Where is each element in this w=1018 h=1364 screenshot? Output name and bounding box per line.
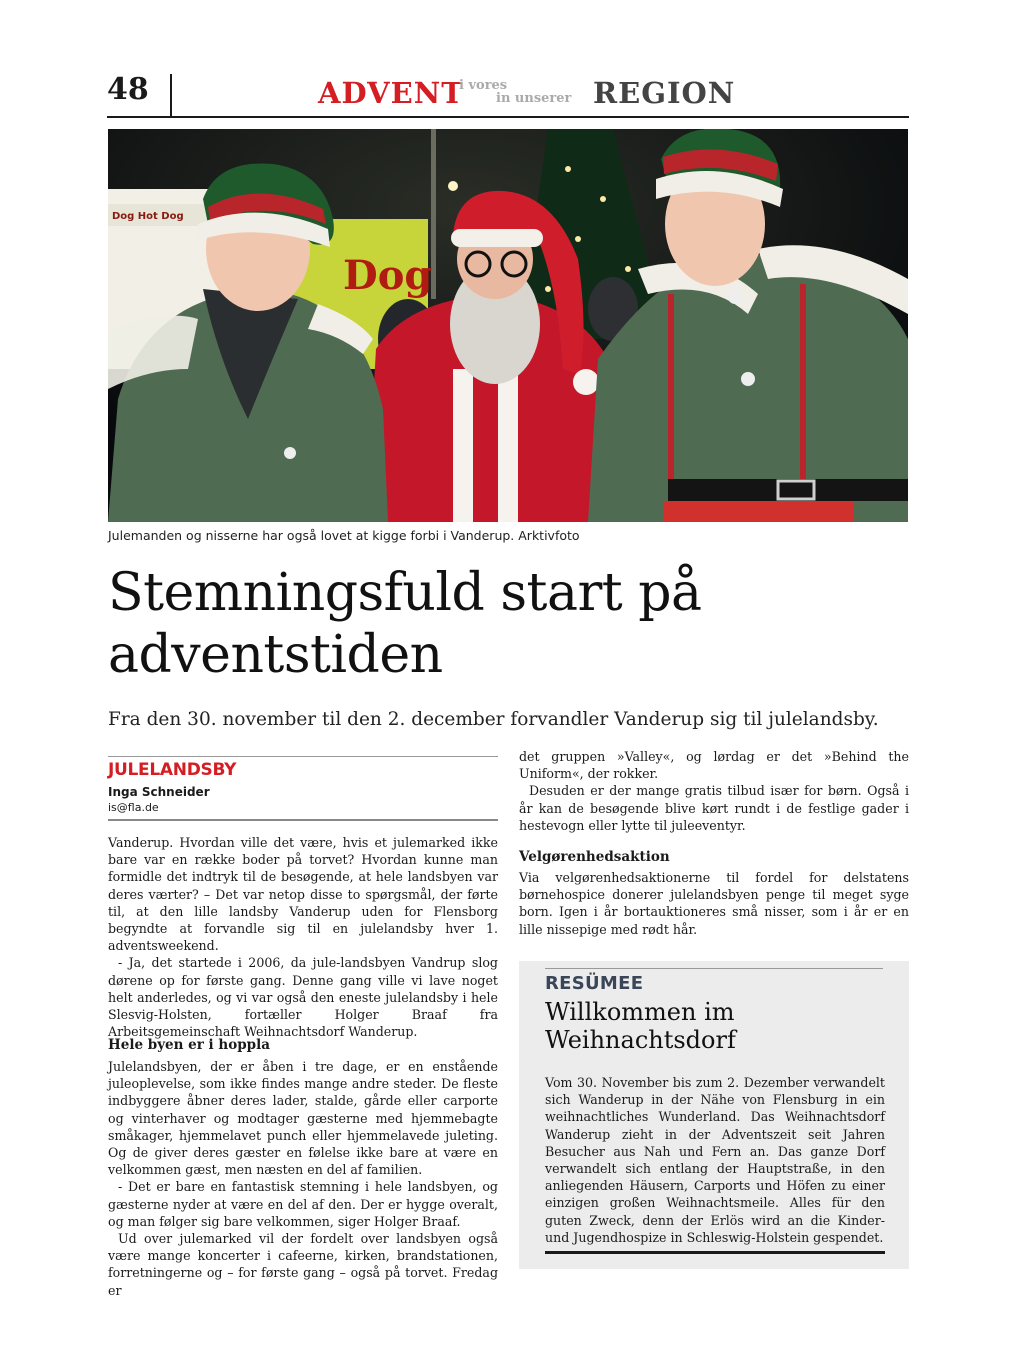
resume-box: [519, 961, 909, 1269]
paragraph-8: Via velgørenhedsaktionerne til fordel for delstatens børnehospice donerer julelandsbyen penge til meget syge born. Igen i år bortauktioneres små nisser, som i år er en lille nissepige med rødt hår.: [519, 870, 909, 937]
resume-bottom-rule: [545, 1251, 885, 1254]
header-divider: [170, 74, 172, 116]
article-photo: [108, 129, 908, 522]
article-subhead: Fra den 30. november til den 2. december forvandler Vanderup sig til julelandsby.: [108, 709, 879, 730]
section-in-unserer: in unserer: [496, 91, 572, 106]
headline-line-1: Stemningsfuld start på: [108, 563, 702, 623]
subheading-hele-byen: Hele byen er i hoppla: [108, 1037, 270, 1053]
right-column-heading: [519, 849, 909, 866]
section-i-vores: i vores: [459, 78, 508, 93]
article-kicker: JULELANDSBY: [108, 760, 237, 780]
paragraph-6: det gruppen »Valley«, og lørdag er det »Behind the Uniform«, der rokker.: [519, 749, 909, 782]
paragraph-4: - Det er bare en fantastisk stemning i hele landsbyen, og gæsterne nyder at være en del af den. Der er hygge overalt, og man følger sig bare velkommen, siger Holger Braaf.: [108, 1179, 498, 1229]
photo-caption: Julemanden og nisserne har også lovet at kigge forbi i Vanderup. Arktivfoto: [108, 528, 580, 543]
byline: [108, 756, 498, 821]
left-column-bottom: [108, 1058, 498, 1299]
paragraph-7: Desuden er der mange gratis tilbud især for børn. Også i år kan de besøgende blive kørt rundt i de festlige gader i hestevogn eller lytte til juleeventyr.: [519, 783, 909, 833]
left-column-heading: [108, 1037, 498, 1054]
truck-sign-small: Dog Hot Dog: [112, 211, 184, 222]
article-headline: [108, 562, 908, 686]
resume-kicker: RESÜMEE: [545, 973, 644, 994]
paragraph-2: - Ja, det startede i 2006, da jule-landsbyen Vandrup slog dørene op for første gang. Denne gang ville vi lave noget helt anderledes, og vi var også den eneste julelandsby i hele Slesvig-Holsten, fortæller Holger Braaf fra Arbeitsgemeinschaft Weihnachtsdorf Wanderup.: [108, 955, 498, 1040]
right-column-bottom: [519, 869, 909, 938]
resume-title: Willkommen im Weihnachtsdorf: [545, 998, 736, 1054]
headline-line-2: adventstiden: [108, 625, 443, 685]
left-column-top: [108, 834, 498, 1040]
subheading-velgorenhedsaktion: Velgørenhedsaktion: [519, 849, 670, 865]
resume-top-rule: [545, 968, 883, 969]
paragraph-1: Vanderup. Hvordan ville det være, hvis et julemarked ikke bare var en række boder på torvet? Hvordan kunne man formidle det indtryk til de besøgende, at hele landsbyen var deres værter? – Det var netop disse to spørgsmål, der førte til, at den lille landsby Vanderup uden for Flensborg begyndte at forvandle sig til en julelandsby hver 1. adventsweekend.: [108, 835, 498, 954]
paragraph-5: Ud over julemarked vil der fordelt over landsbyen også være mange koncerter i cafeerne, kirken, brandstationen, forretningerne og – for første gang – også på torvet. Fredag er: [108, 1231, 498, 1298]
header-rule: [107, 116, 909, 118]
page-number: 48: [107, 72, 149, 107]
author-email: is@fla.de: [108, 801, 159, 814]
paragraph-3: Julelandsbyen, der er åben i tre dage, er en enstående juleoplevelse, som ikke findes mange andre steder. De fleste indbyggere åbner deres lader, stalde, gårde eller carporte og vinterhaver og modtager gæsterne med hjemmebagte småkager, hjemmelavet punch eller hjemmelavede juleting. Og de giver deres gæster en følelse ikke bare at være en velkommen gæst, men næsten en del af familien.: [108, 1059, 498, 1178]
author-name: Inga Schneider: [108, 785, 210, 799]
section-advent: ADVENT: [318, 76, 464, 110]
right-column-top: [519, 748, 909, 834]
resume-body: Vom 30. November bis zum 2. Dezember verwandelt sich Wanderup in der Nähe von Flensburg in ein weihnachtliches Wunderland. Das Weihnachtsdorf Wanderup zieht in der Adventszeit seit Jahren Besucher aus Nah und Fern an. Das ganze Dorf verwandelt sich entlang der Hauptstraße, in den anliegenden Häusern, Carports und Höfen zu einer einzigen großen Weihnachtsmeile. Alles für den guten Zweck, denn der Erlös wird an die Kinder- und Jugendhospize in Schleswig-Holstein gespendet.: [545, 1075, 885, 1245]
section-region: REGION: [593, 76, 736, 110]
truck-sign-big: Dog: [343, 252, 433, 299]
